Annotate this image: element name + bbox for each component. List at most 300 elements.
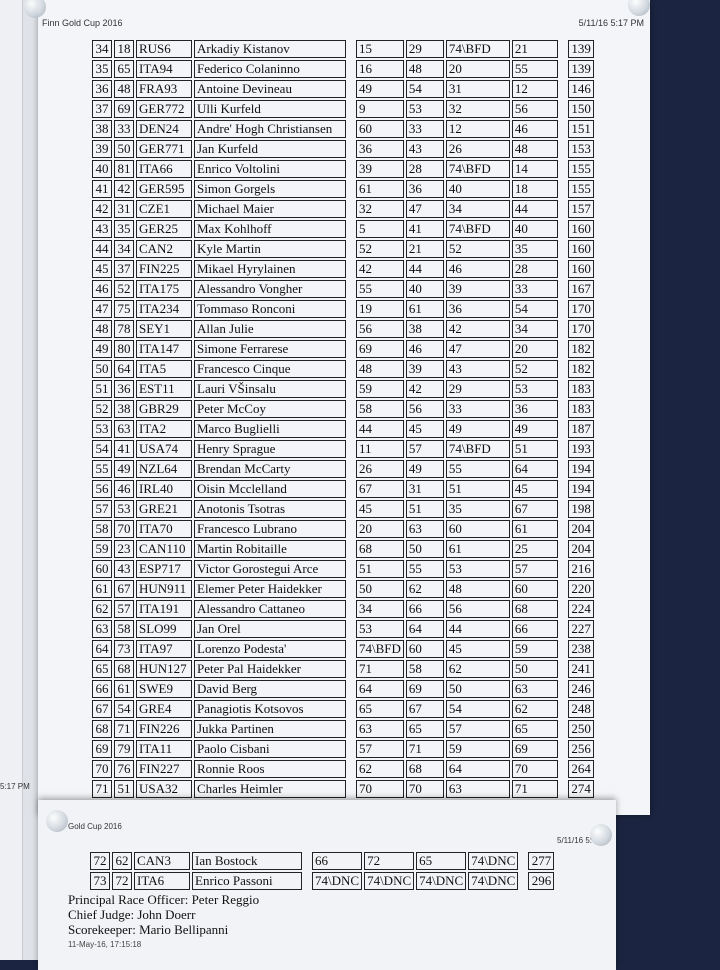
race-3-score-cell: 62 — [446, 660, 510, 678]
bow-number-cell: 42 — [114, 180, 134, 198]
race-3-score-cell: 44 — [446, 620, 510, 638]
rank-cell: 52 — [92, 400, 112, 418]
column-gap — [304, 872, 310, 890]
table-row — [92, 720, 594, 738]
total-points-cell: 241 — [568, 660, 594, 678]
pushpin-icon — [628, 0, 650, 16]
column-gap — [348, 580, 354, 598]
race-4-score-cell: 57 — [512, 560, 558, 578]
column-gap — [348, 740, 354, 758]
table-row — [92, 760, 594, 778]
bow-number-cell: 67 — [114, 580, 134, 598]
race-4-score-cell: 14 — [512, 160, 558, 178]
bow-number-cell: 62 — [112, 852, 132, 870]
rank-cell: 61 — [92, 580, 112, 598]
column-gap — [560, 440, 566, 458]
race-1-score-cell: 44 — [356, 420, 404, 438]
column-gap — [560, 120, 566, 138]
column-gap — [348, 480, 354, 498]
race-2-score-cell: 63 — [406, 520, 444, 538]
race-2-score-cell: 70 — [406, 780, 444, 798]
race-2-score-cell: 48 — [406, 60, 444, 78]
sailor-name-cell: Ian Bostock — [192, 852, 302, 870]
column-gap — [348, 560, 354, 578]
table-row — [92, 260, 594, 278]
table-row — [92, 620, 594, 638]
total-points-cell: 160 — [568, 240, 594, 258]
race-3-score-cell: 60 — [446, 520, 510, 538]
race-2-score-cell: 55 — [406, 560, 444, 578]
race-1-score-cell: 60 — [356, 120, 404, 138]
race-3-score-cell: 54 — [446, 700, 510, 718]
sailor-name-cell: Michael Maier — [194, 200, 346, 218]
sailor-name-cell: Enrico Voltolini — [194, 160, 346, 178]
race-1-score-cell: 50 — [356, 580, 404, 598]
race-4-score-cell: 52 — [512, 360, 558, 378]
sail-number-cell: SLO99 — [136, 620, 192, 638]
total-points-cell: 146 — [568, 80, 594, 98]
sailor-name-cell: Martin Robitaille — [194, 540, 346, 558]
column-gap — [348, 320, 354, 338]
bow-number-cell: 72 — [112, 872, 132, 890]
results-table — [90, 38, 596, 800]
race-3-score-cell: 40 — [446, 180, 510, 198]
race-2-score-cell: 50 — [406, 540, 444, 558]
race-4-score-cell: 21 — [512, 40, 558, 58]
total-points-cell: 151 — [568, 120, 594, 138]
race-4-score-cell: 65 — [512, 720, 558, 738]
rank-cell: 37 — [92, 100, 112, 118]
race-4-score-cell: 28 — [512, 260, 558, 278]
rank-cell: 64 — [92, 640, 112, 658]
race-2-score-cell: 62 — [406, 580, 444, 598]
race-4-score-cell: 55 — [512, 60, 558, 78]
race-1-score-cell: 56 — [356, 320, 404, 338]
race-1-score-cell: 71 — [356, 660, 404, 678]
bow-number-cell: 50 — [114, 140, 134, 158]
total-points-cell: 139 — [568, 40, 594, 58]
race-1-score-cell: 63 — [356, 720, 404, 738]
table-row — [92, 380, 594, 398]
race-2-score-cell: 47 — [406, 200, 444, 218]
results-sheet-2 — [38, 800, 616, 970]
sailor-name-cell: Francesco Cinque — [194, 360, 346, 378]
table-row — [92, 480, 594, 498]
race-3-score-cell: 52 — [446, 240, 510, 258]
sail-number-cell: HUN911 — [136, 580, 192, 598]
column-gap — [348, 300, 354, 318]
bow-number-cell: 78 — [114, 320, 134, 338]
race-3-score-cell: 20 — [446, 60, 510, 78]
race-4-score-cell: 53 — [512, 380, 558, 398]
table-row — [92, 80, 594, 98]
race-2-score-cell: 51 — [406, 500, 444, 518]
total-points-cell: 160 — [568, 260, 594, 278]
race-1-score-cell: 49 — [356, 80, 404, 98]
sailor-name-cell: Allan Julie — [194, 320, 346, 338]
column-gap — [348, 520, 354, 538]
race-1-score-cell: 5 — [356, 220, 404, 238]
race-2-score-cell: 39 — [406, 360, 444, 378]
bow-number-cell: 46 — [114, 480, 134, 498]
race-1-score-cell: 42 — [356, 260, 404, 278]
race-2-score-cell: 64 — [406, 620, 444, 638]
total-points-cell: 227 — [568, 620, 594, 638]
race-1-score-cell: 26 — [356, 460, 404, 478]
sail-number-cell: GRE21 — [136, 500, 192, 518]
sail-number-cell: ITA175 — [136, 280, 192, 298]
column-gap — [560, 760, 566, 778]
race-1-score-cell: 66 — [312, 852, 362, 870]
race-3-score-cell: 39 — [446, 280, 510, 298]
bow-number-cell: 80 — [114, 340, 134, 358]
rank-cell: 57 — [92, 500, 112, 518]
bow-number-cell: 64 — [114, 360, 134, 378]
total-points-cell: 204 — [568, 520, 594, 538]
race-4-score-cell: 25 — [512, 540, 558, 558]
sailor-name-cell: David Berg — [194, 680, 346, 698]
race-1-score-cell: 65 — [356, 700, 404, 718]
column-gap — [560, 380, 566, 398]
column-gap — [348, 260, 354, 278]
race-3-score-cell: 33 — [446, 400, 510, 418]
race-2-score-cell: 41 — [406, 220, 444, 238]
bow-number-cell: 33 — [114, 120, 134, 138]
race-2-score-cell: 46 — [406, 340, 444, 358]
race-1-score-cell: 62 — [356, 760, 404, 778]
race-3-score-cell: 29 — [446, 380, 510, 398]
race-2-score-cell: 33 — [406, 120, 444, 138]
sailor-name-cell: Alessandro Vongher — [194, 280, 346, 298]
sail-number-cell: GBR29 — [136, 400, 192, 418]
race-3-score-cell: 26 — [446, 140, 510, 158]
table-row — [92, 280, 594, 298]
race-4-score-cell: 45 — [512, 480, 558, 498]
column-gap — [560, 160, 566, 178]
race-4-score-cell: 50 — [512, 660, 558, 678]
table-row — [92, 400, 594, 418]
bow-number-cell: 43 — [114, 560, 134, 578]
race-3-score-cell: 34 — [446, 200, 510, 218]
rank-cell: 50 — [92, 360, 112, 378]
column-gap — [560, 360, 566, 378]
sail-number-cell: CAN2 — [136, 240, 192, 258]
officials-block — [68, 892, 259, 937]
race-2-score-cell: 53 — [406, 100, 444, 118]
race-2-score-cell: 61 — [406, 300, 444, 318]
race-3-score-cell: 47 — [446, 340, 510, 358]
bow-number-cell: 34 — [114, 240, 134, 258]
race-2-score-cell: 29 — [406, 40, 444, 58]
total-points-cell: 256 — [568, 740, 594, 758]
table-row — [92, 220, 594, 238]
sheet-header-title: Gold Cup 2016 — [68, 822, 122, 831]
sailor-name-cell: Ronnie Roos — [194, 760, 346, 778]
race-2-score-cell: 58 — [406, 660, 444, 678]
total-points-cell: 224 — [568, 600, 594, 618]
race-2-score-cell: 66 — [406, 600, 444, 618]
bow-number-cell: 65 — [114, 60, 134, 78]
column-gap — [560, 660, 566, 678]
rank-cell: 55 — [92, 460, 112, 478]
race-1-score-cell: 19 — [356, 300, 404, 318]
sail-number-cell: ESP717 — [136, 560, 192, 578]
sail-number-cell: GER595 — [136, 180, 192, 198]
column-gap — [560, 520, 566, 538]
rank-cell: 39 — [92, 140, 112, 158]
chief-judge: Chief Judge: John Doerr — [68, 907, 196, 922]
total-points-cell: 250 — [568, 720, 594, 738]
table-row — [92, 340, 594, 358]
column-gap — [348, 280, 354, 298]
column-gap — [348, 780, 354, 798]
column-gap — [348, 660, 354, 678]
race-2-score-cell: 42 — [406, 380, 444, 398]
column-gap — [560, 700, 566, 718]
sail-number-cell: ITA97 — [136, 640, 192, 658]
table-row — [92, 140, 594, 158]
table-row — [92, 440, 594, 458]
column-gap — [560, 80, 566, 98]
sailor-name-cell: Francesco Lubrano — [194, 520, 346, 538]
race-3-score-cell: 49 — [446, 420, 510, 438]
race-2-score-cell: 57 — [406, 440, 444, 458]
column-gap — [560, 640, 566, 658]
sailor-name-cell: Max Kohlhoff — [194, 220, 346, 238]
sailor-name-cell: Peter McCoy — [194, 400, 346, 418]
table-row — [92, 540, 594, 558]
total-points-cell: 153 — [568, 140, 594, 158]
bow-number-cell: 38 — [114, 400, 134, 418]
race-1-score-cell: 20 — [356, 520, 404, 538]
table-row — [92, 600, 594, 618]
column-gap — [348, 120, 354, 138]
column-gap — [560, 460, 566, 478]
table-row — [90, 872, 554, 890]
race-4-score-cell: 56 — [512, 100, 558, 118]
table-row — [90, 852, 554, 870]
sailor-name-cell: Charles Heimler — [194, 780, 346, 798]
total-points-cell: 150 — [568, 100, 594, 118]
column-gap — [348, 200, 354, 218]
column-gap — [560, 200, 566, 218]
rank-cell: 49 — [92, 340, 112, 358]
column-gap — [560, 540, 566, 558]
race-3-score-cell: 74\BFD — [446, 220, 510, 238]
rank-cell: 34 — [92, 40, 112, 58]
table-row — [92, 360, 594, 378]
race-4-score-cell: 34 — [512, 320, 558, 338]
race-1-score-cell: 32 — [356, 200, 404, 218]
table-row — [92, 60, 594, 78]
race-3-score-cell: 43 — [446, 360, 510, 378]
column-gap — [560, 100, 566, 118]
column-gap — [560, 220, 566, 238]
race-2-score-cell: 69 — [406, 680, 444, 698]
race-1-score-cell: 36 — [356, 140, 404, 158]
sailor-name-cell: Panagiotis Kotsovos — [194, 700, 346, 718]
race-2-score-cell: 38 — [406, 320, 444, 338]
column-gap — [348, 700, 354, 718]
race-1-score-cell: 67 — [356, 480, 404, 498]
race-4-score-cell: 49 — [512, 420, 558, 438]
race-4-score-cell: 54 — [512, 300, 558, 318]
sheet-header-datetime: 5/11/16 5: — [557, 836, 592, 845]
sail-number-cell: ITA94 — [136, 60, 192, 78]
race-3-score-cell: 12 — [446, 120, 510, 138]
race-3-score-cell: 57 — [446, 720, 510, 738]
rank-cell: 43 — [92, 220, 112, 238]
sailor-name-cell: Elemer Peter Haidekker — [194, 580, 346, 598]
race-1-score-cell: 48 — [356, 360, 404, 378]
race-1-score-cell: 74\BFD — [356, 640, 404, 658]
race-1-score-cell: 59 — [356, 380, 404, 398]
sail-number-cell: FIN227 — [136, 760, 192, 778]
total-points-cell: 194 — [568, 460, 594, 478]
left-sheet-edge — [0, 0, 23, 960]
table-row — [92, 420, 594, 438]
column-gap — [560, 720, 566, 738]
rank-cell: 71 — [92, 780, 112, 798]
sailor-name-cell: Antoine Devineau — [194, 80, 346, 98]
race-4-score-cell: 33 — [512, 280, 558, 298]
column-gap — [560, 480, 566, 498]
bow-number-cell: 81 — [114, 160, 134, 178]
race-3-score-cell: 63 — [446, 780, 510, 798]
rank-cell: 69 — [92, 740, 112, 758]
race-2-score-cell: 71 — [406, 740, 444, 758]
sail-number-cell: ITA6 — [134, 872, 190, 890]
race-2-score-cell: 74\DNC — [364, 872, 414, 890]
race-4-score-cell: 66 — [512, 620, 558, 638]
table-row — [92, 640, 594, 658]
sailor-name-cell: Mikael Hyrylainen — [194, 260, 346, 278]
table-row — [92, 500, 594, 518]
race-2-score-cell: 43 — [406, 140, 444, 158]
race-4-score-cell: 61 — [512, 520, 558, 538]
race-2-score-cell: 60 — [406, 640, 444, 658]
sailor-name-cell: Simone Ferrarese — [194, 340, 346, 358]
table-row — [92, 780, 594, 798]
results-table — [88, 850, 556, 892]
column-gap — [304, 852, 310, 870]
race-1-score-cell: 16 — [356, 60, 404, 78]
total-points-cell: 204 — [568, 540, 594, 558]
race-4-score-cell: 67 — [512, 500, 558, 518]
race-4-score-cell: 74\DNC — [468, 852, 518, 870]
total-points-cell: 170 — [568, 300, 594, 318]
race-1-score-cell: 52 — [356, 240, 404, 258]
sailor-name-cell: Jan Orel — [194, 620, 346, 638]
race-2-score-cell: 54 — [406, 80, 444, 98]
race-1-score-cell: 11 — [356, 440, 404, 458]
total-points-cell: 160 — [568, 220, 594, 238]
table-row — [92, 700, 594, 718]
column-gap — [348, 80, 354, 98]
race-1-score-cell: 34 — [356, 600, 404, 618]
print-timestamp: 11-May-16, 17:15:18 — [68, 940, 142, 949]
pushpin-icon — [46, 810, 68, 832]
rank-cell: 56 — [92, 480, 112, 498]
table-row — [92, 180, 594, 198]
race-3-score-cell: 36 — [446, 300, 510, 318]
column-gap — [520, 852, 526, 870]
race-1-score-cell: 53 — [356, 620, 404, 638]
column-gap — [348, 640, 354, 658]
bow-number-cell: 58 — [114, 620, 134, 638]
rank-cell: 67 — [92, 700, 112, 718]
race-1-score-cell: 39 — [356, 160, 404, 178]
race-3-score-cell: 74\BFD — [446, 160, 510, 178]
total-points-cell: 182 — [568, 340, 594, 358]
race-3-score-cell: 64 — [446, 760, 510, 778]
race-1-score-cell: 15 — [356, 40, 404, 58]
bow-number-cell: 70 — [114, 520, 134, 538]
sailor-name-cell: Andre' Hogh Christiansen — [194, 120, 346, 138]
race-4-score-cell: 63 — [512, 680, 558, 698]
sail-number-cell: ITA191 — [136, 600, 192, 618]
results-sheet-1 — [38, 0, 650, 815]
bow-number-cell: 57 — [114, 600, 134, 618]
rank-cell: 45 — [92, 260, 112, 278]
bow-number-cell: 53 — [114, 500, 134, 518]
race-1-score-cell: 68 — [356, 540, 404, 558]
rank-cell: 44 — [92, 240, 112, 258]
rank-cell: 63 — [92, 620, 112, 638]
race-4-score-cell: 46 — [512, 120, 558, 138]
column-gap — [348, 220, 354, 238]
total-points-cell: 182 — [568, 360, 594, 378]
race-4-score-cell: 71 — [512, 780, 558, 798]
race-4-score-cell: 64 — [512, 460, 558, 478]
race-3-score-cell: 61 — [446, 540, 510, 558]
column-gap — [560, 60, 566, 78]
sail-number-cell: RUS6 — [136, 40, 192, 58]
sail-number-cell: CZE1 — [136, 200, 192, 218]
column-gap — [560, 580, 566, 598]
bow-number-cell: 35 — [114, 220, 134, 238]
sailor-name-cell: Brendan McCarty — [194, 460, 346, 478]
rank-cell: 36 — [92, 80, 112, 98]
column-gap — [348, 720, 354, 738]
rank-cell: 53 — [92, 420, 112, 438]
column-gap — [348, 40, 354, 58]
column-gap — [348, 380, 354, 398]
sailor-name-cell: Kyle Martin — [194, 240, 346, 258]
column-gap — [348, 100, 354, 118]
rank-cell: 65 — [92, 660, 112, 678]
column-gap — [560, 680, 566, 698]
bow-number-cell: 37 — [114, 260, 134, 278]
race-3-score-cell: 42 — [446, 320, 510, 338]
race-4-score-cell: 62 — [512, 700, 558, 718]
bow-number-cell: 52 — [114, 280, 134, 298]
rank-cell: 60 — [92, 560, 112, 578]
table-row — [92, 320, 594, 338]
column-gap — [560, 340, 566, 358]
race-1-score-cell: 74\DNC — [312, 872, 362, 890]
sheet-header-datetime: 5/11/16 5:17 PM — [578, 18, 644, 28]
table-row — [92, 660, 594, 678]
race-4-score-cell: 40 — [512, 220, 558, 238]
bow-number-cell: 69 — [114, 100, 134, 118]
race-4-score-cell: 68 — [512, 600, 558, 618]
total-points-cell: 170 — [568, 320, 594, 338]
race-3-score-cell: 51 — [446, 480, 510, 498]
table-row — [92, 520, 594, 538]
sailor-name-cell: Oisin Mcclelland — [194, 480, 346, 498]
bow-number-cell: 48 — [114, 80, 134, 98]
